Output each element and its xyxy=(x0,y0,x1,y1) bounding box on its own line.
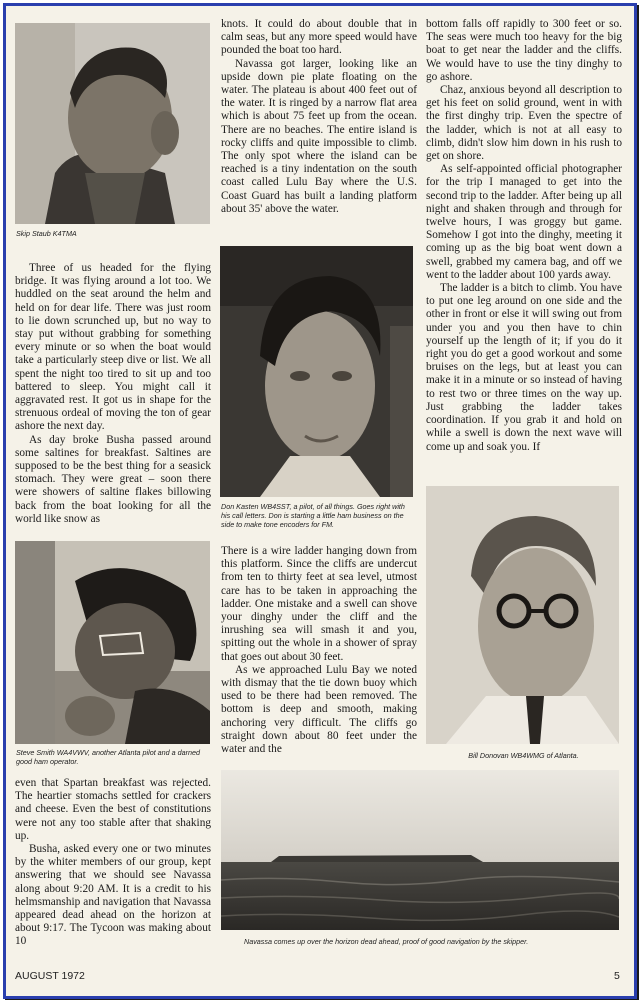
paragraph: Navassa got larger, looking like an upside down pie plate floating on the water. The plateau is about 400 feet out of the water. It is ringed by a narrow flat area which is about 75 feet up from the ocean. There are no beaches. The entire island is rocky cliffs and quite impossible to climb. The only spot where the island can be reached is a tiny indentation on the south coast called Lulu Bay where the U.S. Coast Guard has built a landing platform about 35' above the water. xyxy=(221,57,417,215)
paragraph: Busha, asked every one or two minutes by the whiter members of our group, kept answering that we should see Navassa along about 9:20 AM. It is a credit to his helmsmanship and navigation that Navassa appeared dead ahead on the horizon at about 9:17. The Tycoon was making about 10 xyxy=(15,843,211,948)
paragraph: As self-appointed official photographer for the trip I managed to get into the second trip to the ladder. After being up all night and shaken through and through for twelve hours, I was groggy but game. Somehow I got into the dinghy, meeting it coming up as the big boat went down a swell, grabbed my camera bag, and off we went to the ladder about 100 yards away. xyxy=(426,163,622,281)
photo-navassa-horizon xyxy=(221,770,619,930)
caption-bill-donovan: Bill Donovan WB4WMG of Atlanta. xyxy=(468,751,579,760)
paragraph: knots. It could do about double that in calm seas, but any more speed would have pounded the boat too hard. xyxy=(221,18,417,57)
photo-don-kasten xyxy=(220,246,413,497)
paragraph: Chaz, anxious beyond all description to get his feet on solid ground, went in with the first dinghy trip. Even the spectre of the ladder, which is not at all easy to climb, didn't slow him down in his rush to get on shore. xyxy=(426,84,622,163)
column-2-middle-text xyxy=(221,545,417,756)
paragraph: even that Spartan breakfast was rejected. The heartier stomachs settled for crackers and cheese. Even the best of constitutions were not any too stable after that shaking up. xyxy=(15,777,211,842)
paragraph: There is a wire ladder hanging down from this platform. Since the cliffs are undercut from ten to thirty feet at sea level, utmost care has to be taken in approaching the ladder. One mistake and a swell can shove your dinghy under the cliff and the inrushing sea will smash it and you, spitting out the whole in a shower of spray that goes out about 30 feet. xyxy=(221,545,417,663)
paragraph: The ladder is a bitch to climb. You have to put one leg around on one side and the other in front or else it will swing out from under you and you then have to chin yourself up the length of it; if you do it right you do get a good workout and some bruises on the legs, but at least you can make it in a minute or so instead of having to rest two or three times on the way up. Just grabbing the ladder takes coordination. If you grab it and hold on while a swell is down the next wave will come up and soak you. If xyxy=(426,282,622,453)
caption-don-kasten: Don Kasten WB4SST, a pilot, of all things. Goes right with his call letters. Don is starting a little ham business on the side to make tone encoders for FM. xyxy=(221,502,405,529)
paragraph: Three of us headed for the flying bridge. It was flying around a lot too. We huddled on the seat around the helm and held on for dear life. There was just room to lie down scrunched up, but no way to stay put without grabbing for something every minute or so when the boat would take a particularly steep dive or list. We all spent the night too tired to sit up and too battered to sleep. You might call it aggravated rest. It got us in shape for the strenuous ordeal of moving the ton of gear ashore the next day. xyxy=(15,262,211,433)
photo-bill-donovan xyxy=(426,486,619,744)
footer-date: AUGUST 1972 xyxy=(15,970,85,982)
photo-skip-staub xyxy=(15,23,210,224)
caption-navassa: Navassa comes up over the horizon dead ahead, proof of good navigation by the skipper. xyxy=(244,937,529,946)
caption-skip-staub: Skip Staub K4TMA xyxy=(16,229,77,238)
paragraph: As we approached Lulu Bay we noted with dismay that the tie down buoy which used to be there had been removed. The bottom is deep and smooth, making anchoring very difficult. The cliffs go straight down about 80 feet under the water and the xyxy=(221,663,417,756)
column-3-text xyxy=(426,18,622,454)
page-number: 5 xyxy=(614,970,620,982)
column-1-bottom-text xyxy=(15,777,211,949)
paragraph: As day broke Busha passed around some saltines for breakfast. Saltines are supposed to be the best thing for a seasick stomach. They were great – soon there were showers of saltine flakes billowing back from the boat looking for all the world like snow as xyxy=(15,433,211,525)
photo-steve-smith xyxy=(15,541,210,744)
caption-steve-smith: Steve Smith WA4VWV, another Atlanta pilot and a darned good ham operator. xyxy=(16,748,201,766)
column-2-top-text xyxy=(221,18,417,216)
column-1-top-text xyxy=(15,262,211,526)
paragraph: bottom falls off rapidly to 300 feet or so. The seas were much too heavy for the big boat to get near the ladder and the cliffs. We would have to use the tiny dinghy to go ashore. xyxy=(426,18,622,83)
